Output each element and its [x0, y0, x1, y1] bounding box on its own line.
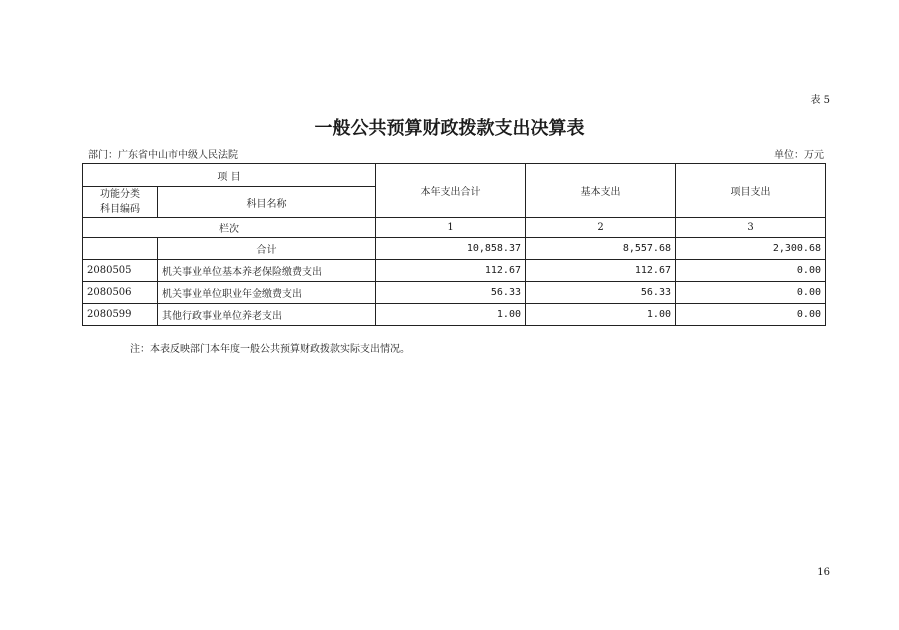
row-code: 2080505: [83, 260, 158, 282]
row-basic: 1.00: [526, 304, 676, 326]
header-class-code-line1: 功能分类: [100, 189, 140, 200]
row-basic: 112.67: [526, 260, 676, 282]
column-index-label: 栏次: [83, 218, 376, 238]
header-basic: 基本支出: [526, 164, 676, 218]
row-name: 其他行政事业单位养老支出: [158, 304, 376, 326]
total-row-code: [83, 238, 158, 260]
page-number: 16: [817, 567, 830, 578]
header-class-code: [83, 187, 158, 218]
total-row-label: 合计: [158, 238, 376, 260]
footnote: 注：本表反映部门本年度一般公共预算财政拨款实际支出情况。: [130, 344, 410, 355]
page-title: 一般公共预算财政拨款支出决算表: [314, 118, 585, 139]
row-total: 56.33: [376, 282, 526, 304]
total-row-project: 2,300.68: [676, 238, 826, 260]
table-number: 表 5: [810, 95, 830, 106]
total-row: [83, 238, 826, 260]
header-item: 项 目: [83, 164, 376, 187]
department-label: 部门：广东省中山市中级人民法院: [88, 150, 238, 161]
total-row-total: 10,858.37: [376, 238, 526, 260]
table-row: [83, 260, 826, 282]
row-total: 112.67: [376, 260, 526, 282]
total-row-basic: 8,557.68: [526, 238, 676, 260]
unit-label: 单位：万元: [774, 150, 824, 161]
table-row: [83, 304, 826, 326]
column-index-row: [83, 218, 826, 238]
header-total: 本年支出合计: [376, 164, 526, 218]
row-project: 0.00: [676, 282, 826, 304]
header-class-code-line2: 科目编码: [100, 204, 140, 215]
row-project: 0.00: [676, 260, 826, 282]
row-name: 机关事业单位职业年金缴费支出: [158, 282, 376, 304]
table-row: [83, 282, 826, 304]
row-project: 0.00: [676, 304, 826, 326]
budget-table: [82, 163, 826, 326]
row-code: 2080599: [83, 304, 158, 326]
row-name: 机关事业单位基本养老保险缴费支出: [158, 260, 376, 282]
header-project: 项目支出: [676, 164, 826, 218]
row-total: 1.00: [376, 304, 526, 326]
column-index-2: 2: [526, 218, 676, 238]
row-basic: 56.33: [526, 282, 676, 304]
header-row-1: [83, 164, 826, 187]
row-code: 2080506: [83, 282, 158, 304]
column-index-3: 3: [676, 218, 826, 238]
column-index-1: 1: [376, 218, 526, 238]
header-subject-name: 科目名称: [158, 187, 376, 218]
